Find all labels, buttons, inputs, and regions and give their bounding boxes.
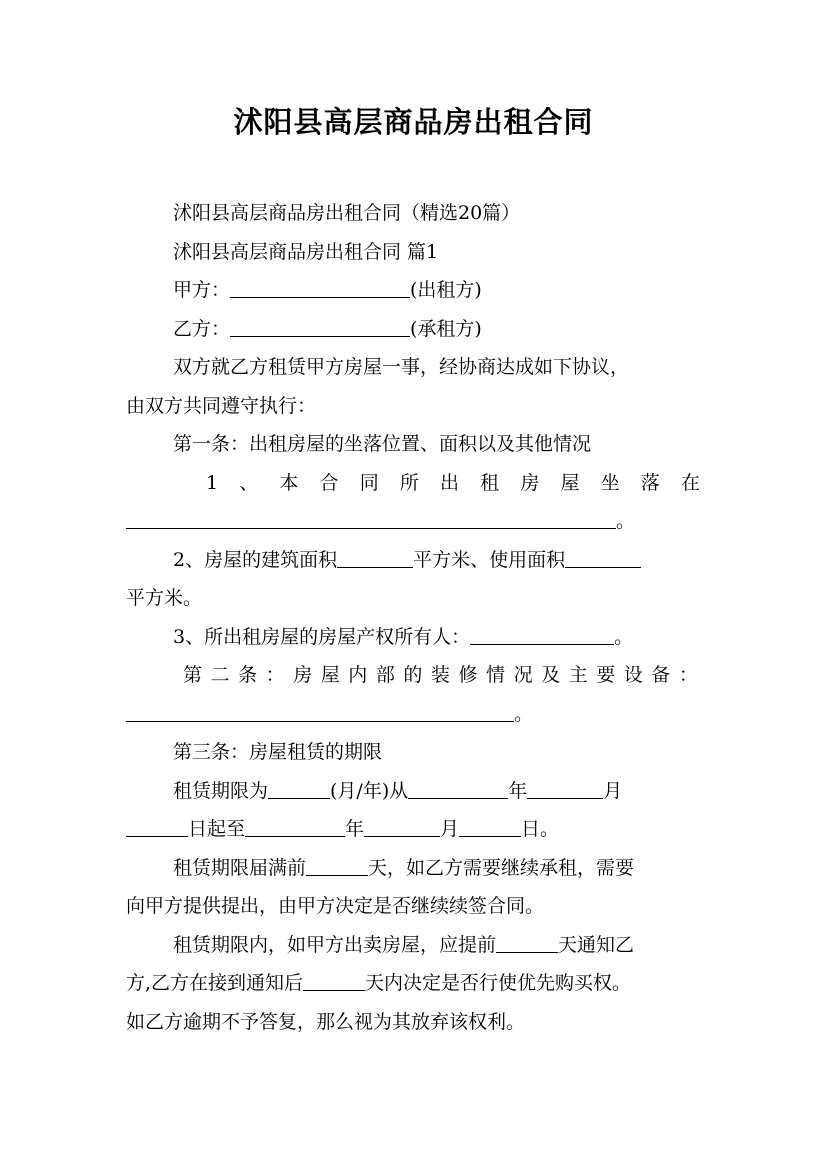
equipment-blank [126, 699, 514, 722]
document-body [126, 194, 702, 1041]
owner-line [126, 618, 702, 657]
location-char: 坐 [600, 471, 620, 494]
party-a-blank [230, 275, 410, 298]
location-char: 租 [480, 471, 500, 494]
agreement-intro: 双方就乙方租赁甲方房屋一事，经协商达成如下协议， [173, 356, 630, 378]
location-char: 所 [399, 471, 419, 494]
article-1-heading-line [126, 425, 702, 464]
location-char: 出 [440, 471, 460, 494]
location-char: 落 [640, 471, 660, 494]
renewal-text-cont: 向甲方提供提出，由甲方决定是否继续续签合同。 [126, 895, 545, 917]
article-2-char: 内 [348, 664, 368, 686]
article-2-char: ： [265, 664, 285, 686]
article-2-line [126, 656, 702, 695]
subtitle-text: 沭阳县高层商品房出租合同（精选20篇） [173, 202, 521, 224]
document-title: 沭阳县高层商品房出租合同 [233, 105, 594, 139]
location-char: 合 [319, 471, 339, 494]
party-a-line [126, 271, 702, 310]
end-year-blank [245, 814, 345, 837]
article-2-char: 条 [238, 664, 258, 686]
article-2-char: 况 [513, 664, 533, 686]
location-char: 1 [206, 471, 219, 494]
start-day-blank [126, 814, 188, 837]
building-area-label: 2、房屋的建筑面积 [173, 548, 338, 571]
start-year-blank [408, 776, 508, 799]
agreement-intro-cont: 由双方共同遵守执行： [126, 394, 317, 417]
decision-days-blank [303, 968, 365, 991]
period: 。 [514, 702, 534, 725]
priority-label: 方,乙方在接到通知后 [126, 972, 304, 994]
location-blank [126, 506, 616, 529]
paragraph-line [126, 887, 702, 926]
article-2-char: ： [678, 664, 698, 686]
lease-term-label: 租赁期限为 [173, 779, 269, 802]
party-a-role: (出租方) [410, 279, 482, 301]
location-blank-line [126, 502, 702, 541]
waiver-text: 如乙方逾期不予答复，那么视为其放弃该权利。 [126, 1010, 526, 1033]
day-label: 日。 [521, 818, 560, 840]
period: 。 [616, 510, 636, 532]
lease-end-line [126, 810, 702, 849]
paragraph-line [126, 348, 702, 387]
location-char: 同 [359, 471, 379, 494]
party-b-role: (承租方) [410, 317, 482, 340]
priority-text: 天内决定是否行使优先购买权。 [365, 972, 632, 994]
location-line [126, 464, 702, 503]
paragraph-line [126, 233, 702, 272]
article-2-char: 情 [486, 664, 506, 686]
month-label: 月 [440, 818, 460, 840]
article-2-char: 第 [183, 664, 203, 686]
building-area-blank [337, 545, 413, 568]
article-2-char: 要 [596, 664, 616, 686]
sale-notice-text: 天通知乙 [558, 933, 635, 956]
sale-notice-label: 租赁期限内，如甲方出卖房屋，应提前 [173, 933, 497, 956]
article-2-char: 二 [210, 664, 230, 686]
article-2-char: 屋 [320, 664, 340, 686]
location-char: 本 [279, 471, 299, 494]
area-line [126, 541, 702, 580]
article-2-char: 修 [458, 664, 478, 686]
article-2-char: 主 [568, 664, 588, 686]
lease-term-blank [268, 776, 330, 799]
year-label: 年 [508, 779, 528, 802]
article-2-char: 及 [541, 664, 561, 686]
usable-area-label: 平方米、使用面积 [413, 548, 566, 571]
section-heading: 沭阳县高层商品房出租合同 篇1 [173, 240, 439, 263]
article-1-heading: 第一条：出租房屋的坐落位置、面积以及其他情况 [173, 433, 592, 455]
year-label: 年 [345, 818, 365, 840]
renewal-label: 租赁期限届满前 [173, 856, 307, 879]
article-2-char: 设 [623, 664, 643, 686]
article-2-char: 部 [375, 664, 395, 686]
day-until-label: 日起至 [188, 818, 246, 840]
party-b-blank [230, 314, 410, 337]
party-b-line [126, 310, 702, 349]
owner-blank [470, 622, 614, 645]
article-2-char: 房 [293, 664, 313, 686]
paragraph-line [126, 1003, 702, 1042]
article-2-char: 装 [430, 664, 450, 686]
article-3-heading-line [126, 733, 702, 772]
notice-days-blank [496, 930, 558, 953]
month-label: 月 [603, 779, 623, 802]
location-char: 在 [680, 471, 700, 494]
paragraph-line [126, 387, 702, 426]
party-b-label: 乙方： [173, 317, 231, 340]
renewal-text: 天，如乙方需要继续承租，需要 [368, 856, 635, 879]
usable-area-blank [565, 545, 641, 568]
renewal-line [126, 849, 702, 888]
period: 。 [614, 625, 634, 648]
location-char: 、 [239, 471, 259, 494]
priority-line [126, 964, 702, 1003]
sale-notice-line [126, 926, 702, 965]
paragraph-line [126, 579, 702, 618]
article-2-char: 备 [651, 664, 671, 686]
party-a-label: 甲方： [173, 279, 231, 301]
lease-term-line [126, 772, 702, 811]
owner-label: 3、所出租房屋的房屋产权所有人： [173, 625, 471, 648]
location-char: 房 [520, 471, 540, 494]
equipment-blank-line [126, 695, 702, 734]
lease-unit-from: (月/年)从 [330, 779, 409, 802]
paragraph-line [126, 194, 702, 233]
area-unit: 平方米。 [126, 587, 203, 609]
article-2-char: 的 [403, 664, 423, 686]
article-3-heading: 第三条：房屋租赁的期限 [173, 741, 383, 763]
start-month-blank [527, 776, 603, 799]
end-month-blank [364, 814, 440, 837]
location-char: 屋 [560, 471, 580, 494]
end-day-blank [459, 814, 521, 837]
renewal-days-blank [306, 853, 368, 876]
